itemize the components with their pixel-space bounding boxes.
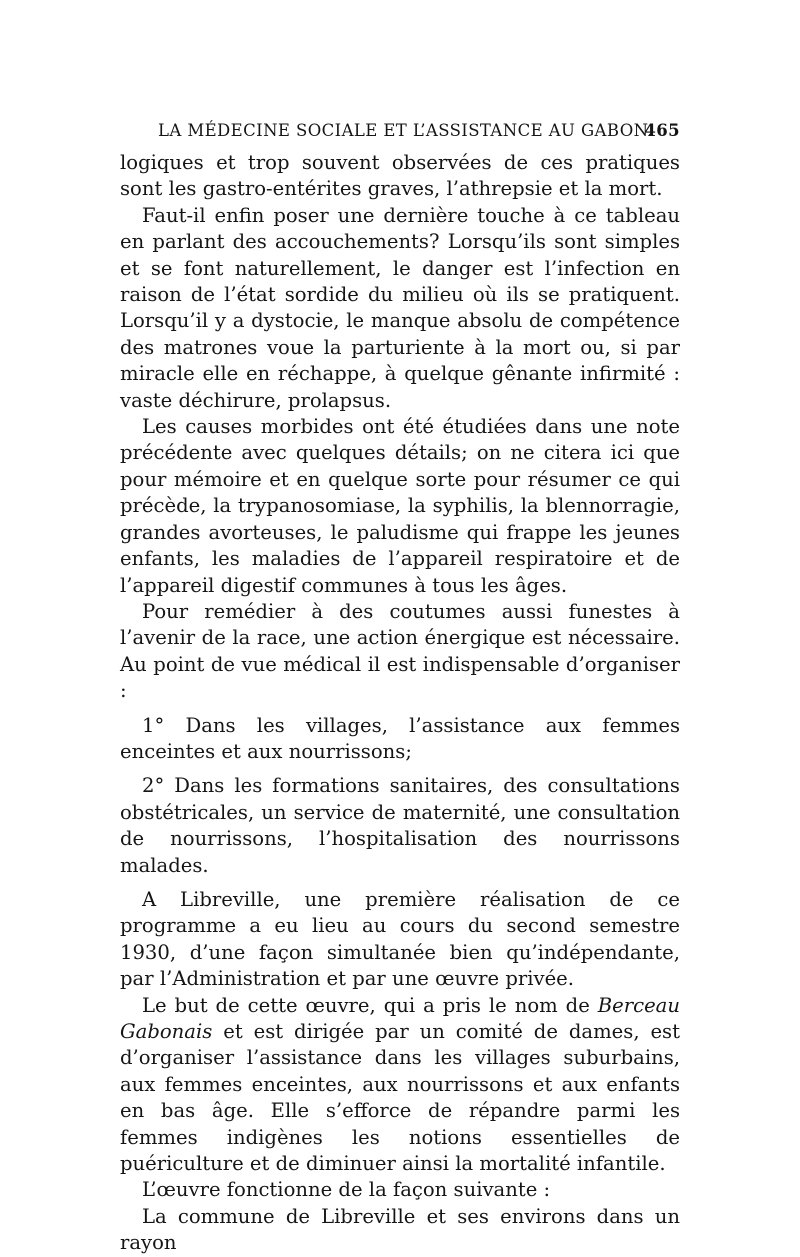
page-number: 465	[644, 121, 680, 140]
paragraph-berceau	[120, 993, 680, 1178]
running-header	[120, 121, 680, 143]
list-item-formations: 2° Dans les formations sanitaires, des consultations obstétricales, un service de maternité, une consultation de nourrissons, l’hospitalisation des nourrissons malades.	[120, 774, 680, 877]
paragraph-causes-morbides: Les causes morbides ont été étudiées dans une note précédente avec quelques détails; on ne citera ici que pour mémoire et en quelque sorte pour résumer ce qui précède, la trypanosomiase, la syphilis, la blennorragie, grandes avorteuses, le paludisme qui frappe les jeunes enfants, les maladies de l’appareil respiratoire et de l’appareil digestif communes à tous les âges.	[120, 415, 680, 597]
paragraph-commune: La commune de Libreville et ses environs dans un rayon	[120, 1204, 680, 1255]
paragraph-accouchements: Faut-il enfin poser une dernière touche à ce tableau en parlant des accouchements? Lorsqu’ils sont simples et se font naturellement, le danger est l’infection en raison de l’état sordide du milieu où ils se pratiquent. Lorsqu’il y a dystocie, le manque absolu de compétence des matrones voue la parturiente à la mort ou, si par miracle elle en réchappe, à quelque gênante infirmité : vaste déchirure, prolapsus.	[120, 203, 680, 412]
paragraph-fonctionnement: L’œuvre fonctionne de la façon suivante :	[142, 1178, 551, 1202]
body-text	[120, 150, 680, 1257]
berceau-intro: Le but de cette œuvre, qui a pris le nom de	[142, 993, 590, 1017]
list-item-villages: 1° Dans les villages, l’assistance aux femmes enceintes et aux nourrissons;	[120, 713, 680, 763]
berceau-rest: et est dirigée par un comité de dames, est d’organiser l’assistance dans les villages suburbains, aux femmes enceintes, aux nourrissons et aux enfants en bas âge. Elle s’efforce de répandre parmi les femmes indigènes les notions essentielles de puériculture et de diminuer ainsi la mortalité infantile.	[120, 1020, 680, 1176]
paragraph-libreville: A Libreville, une première réalisation de ce programme a eu lieu au cours du second semestre 1930, d’une façon simultanée bien qu’indépendante, par l’Administration et par une œuvre privée.	[120, 887, 680, 991]
paragraph-continuation: logiques et trop souvent observées de ces pratiques sont les gastro-entérites graves, l’athrepsie et la mort.	[120, 151, 680, 201]
running-title: LA MÉDECINE SOCIALE ET L’ASSISTANCE AU GABON.	[158, 121, 654, 140]
paragraph-remedier: Pour remédier à des coutumes aussi funestes à l’avenir de la race, une action énergique est nécessaire. Au point de vue médical il est indispensable d’organiser :	[120, 599, 680, 703]
berceau-name: Berceau Gabonais	[120, 993, 680, 1043]
